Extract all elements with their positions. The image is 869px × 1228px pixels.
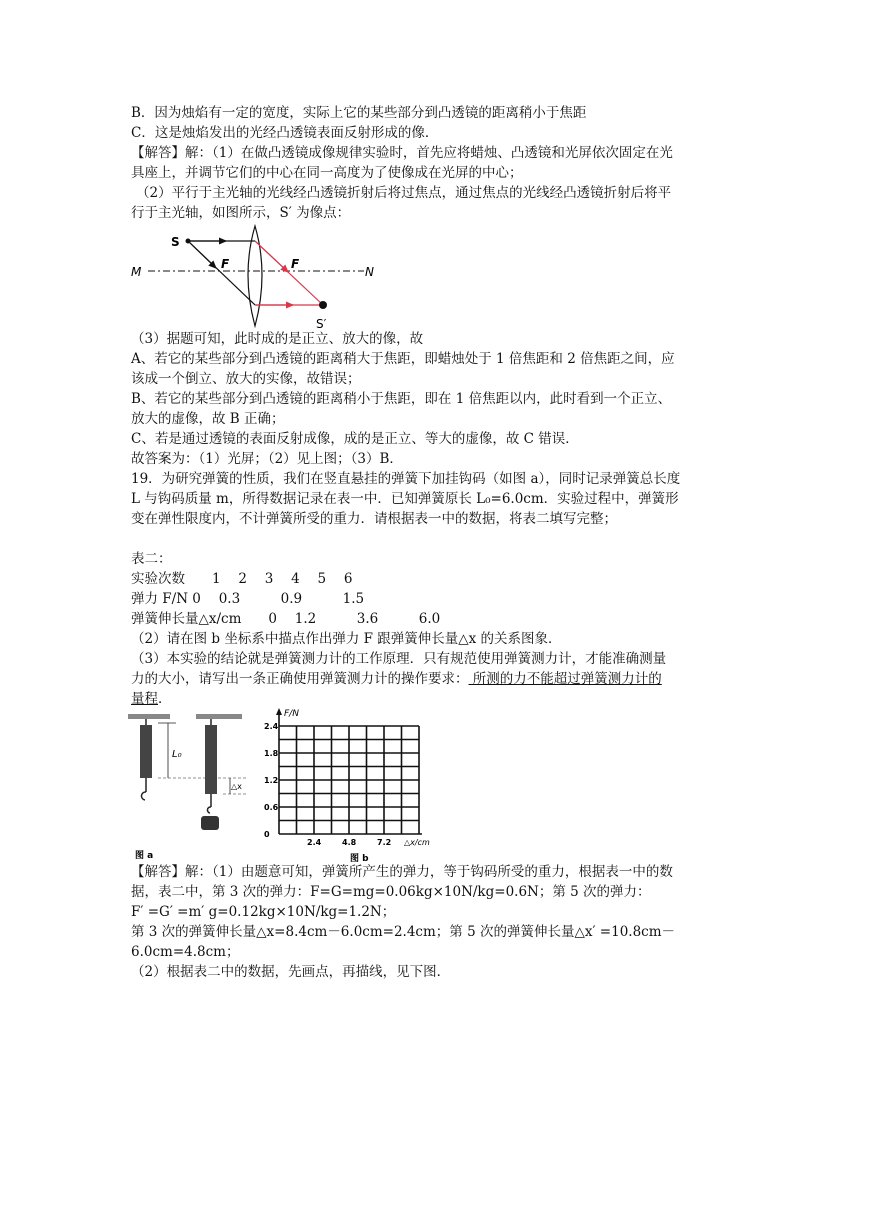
y-tick-label: 1.8 [264, 749, 279, 758]
question-19-line: 19．为研究弹簧的性质，我们在竖直悬挂的弹簧下加挂钩码（如图 a），同时记录弹簧总长度 [131, 471, 681, 487]
solution-line: 第 3 次的弹簧伸长量△x=8.4cm－6.0cm=2.4cm；第 5 次的弹簧伸长量△x′ =10.8cm－ [131, 924, 676, 940]
y-axis-label: F/N [284, 709, 299, 719]
table-row: 弹力 F/N 0 0.3 0.9 1.5 [131, 591, 365, 607]
solution-line: 具座上，并调节它们的中心在同一高度为了使像成在光屏的中心； [131, 165, 523, 181]
y-tick-label: 2.4 [264, 722, 279, 731]
solution-line: 【解答】解：（1）在做凸透镜成像规律实验时，首先应将蜡烛、凸透镜和光屏依次固定在光 [131, 145, 673, 161]
question-line: （3）本实验的结论就是弹簧测力计的工作原理．只有规范使用弹簧测力计，才能准确测量 [131, 651, 667, 667]
solution-line: （2）根据表二中的数据，先画点，再描线，见下图． [131, 964, 451, 980]
solution-line: 6.0cm=4.8cm； [131, 944, 240, 960]
y-tick-label: 1.2 [264, 776, 279, 785]
x-tick-label: 4.8 [342, 838, 357, 847]
solution-line: A、若它的某些部分到凸透镜的距离稍大于焦距，即蜡烛处于 1 倍焦距和 2 倍焦距之间，应 [131, 351, 675, 367]
x-tick-labels [307, 838, 391, 847]
solution-line: B、若它的某些部分到凸透镜的距离稍小于焦距，即在 1 倍焦距以内，此时看到一个正立、 [131, 391, 672, 407]
image-point [319, 301, 327, 309]
solution-line: F′ =G′ =m′ g=0.12kg×10N/kg=1.2N； [131, 904, 396, 920]
question-line: （2）请在图 b 坐标系中描点作出弹力 F 跟弹簧伸长量△x 的关系图象． [131, 631, 562, 647]
answer-line: 故答案为：（1）光屏；（2）见上图；（3）B． [131, 451, 403, 467]
spring-figure-a [128, 712, 258, 862]
spring-unloaded [140, 719, 152, 800]
table-row: 实验次数 1 2 3 4 5 6 [131, 571, 353, 587]
label-s: S [171, 235, 180, 249]
caption-b: 图 b [350, 854, 369, 864]
x-axis-label: △x/cm [404, 838, 430, 847]
label-f-right: F [291, 257, 300, 271]
label-n: N [365, 265, 374, 279]
solution-line: 【解答】解：（1）由题意可知，弹簧所产生的弹力，等于钩码所受的重力，根据表一中的数 [131, 864, 673, 880]
y-tick-label: 0 [264, 830, 270, 839]
solution-line: 行于主光轴，如图所示，S′ 为像点： [131, 205, 351, 221]
table-caption: 表二： [131, 551, 172, 567]
question-19-line: 变在弹性限度内，不计弹簧所受的重力．请根据表一中的数据，将表二填写完整； [131, 511, 617, 527]
answer-underlined: 所测的力不能超过弹簧测力计的 [468, 671, 662, 687]
question-line [131, 690, 172, 709]
solution-line: （2）平行于主光轴的光线经凸透镜折射后将过焦点，通过焦点的光线经凸透镜折射后将平 [136, 185, 672, 201]
punctuation: ． [158, 691, 172, 707]
label-f-left: F [221, 257, 230, 271]
x-tick-label: 2.4 [307, 838, 322, 847]
solution-line: 放大的虚像，故 B 正确； [131, 411, 285, 427]
lens-ray-diagram [128, 224, 378, 334]
label-dx: △x [231, 782, 242, 791]
object-point [186, 239, 191, 244]
option-c-text: C．这是烛焰发出的光经凸透镜表面反射形成的像． [131, 125, 439, 141]
label-s-prime: S′ [316, 317, 327, 331]
solution-line: C、若是通过透镜的表面反射成像，成的是正立、等大的虚像，故 C 错误． [131, 431, 579, 447]
x-tick-label: 7.2 [377, 838, 392, 847]
y-tick-labels [264, 722, 279, 839]
grid [279, 726, 419, 834]
question-text: 力的大小，请写出一条正确使用弹簧测力计的操作要求： [131, 671, 469, 687]
grid-figure-b [262, 706, 442, 866]
question-line [131, 670, 662, 689]
caption-a: 图 a [135, 851, 154, 861]
solution-line: 该成一个倒立、放大的实像，故错误； [131, 371, 361, 387]
hook-weight [201, 816, 219, 830]
table-row: 弹簧伸长量△x/cm 0 1.2 3.6 6.0 [131, 611, 441, 627]
solution-line: 据，表二中，第 3 次的弹力：F=G=mg=0.06kg×10N/kg=0.6N；第 5 次的弹力： [131, 884, 651, 900]
label-l0: L₀ [172, 749, 182, 760]
solution-line: （3）据题可知，此时成的是正立、放大的像，故 [131, 331, 424, 347]
y-tick-label: 0.6 [264, 803, 279, 812]
option-b-text: B．因为烛焰有一定的宽度，实际上它的某些部分到凸透镜的距离稍小于焦距 [131, 105, 587, 121]
question-19-line: L 与钩码质量 m，所得数据记录在表一中．已知弹簧原长 L₀=6.0cm．实验过程中，弹簧形 [131, 491, 679, 507]
label-m: M [131, 265, 142, 279]
answer-underlined: 量程 [131, 691, 158, 707]
spring-loaded [201, 719, 219, 830]
